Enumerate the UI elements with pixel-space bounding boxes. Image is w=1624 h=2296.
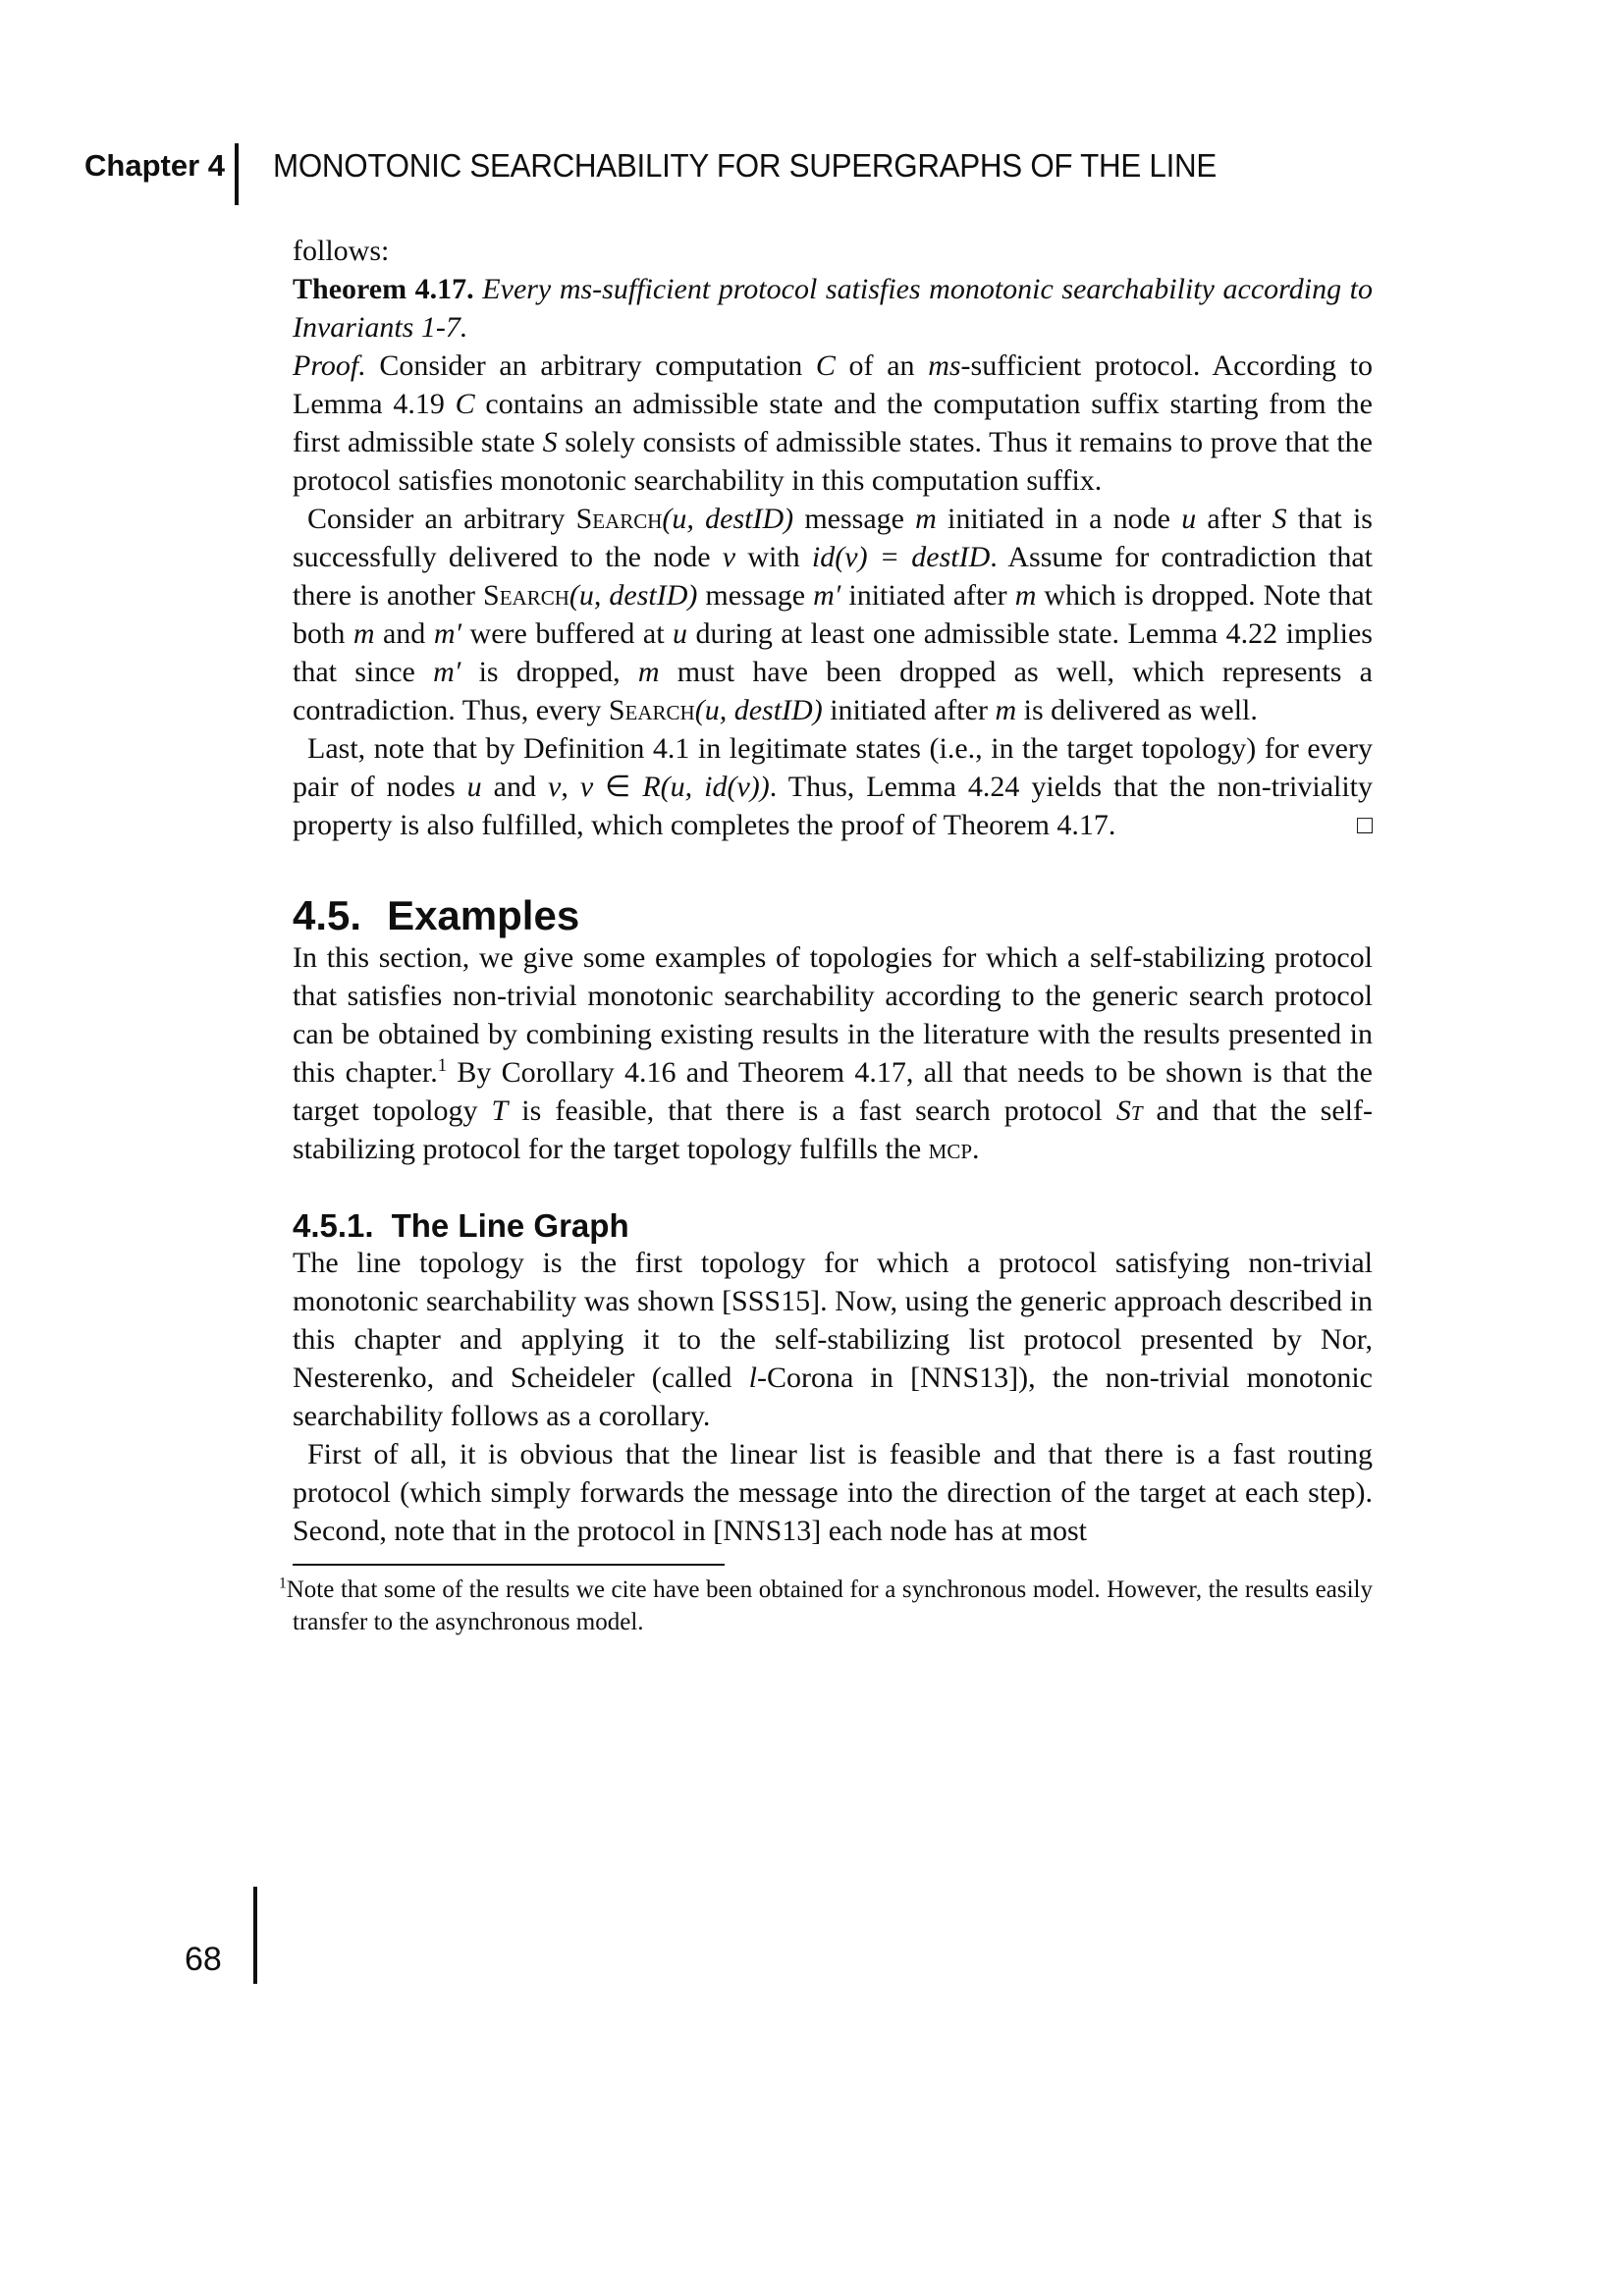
chapter-label: Chapter 4 [84,148,225,183]
line-graph-paragraph-2: First of all, it is obvious that the linear list is feasible and that there is a fast routing protocol (which simply forwards the message into the direction of the target at each step). Second, note that in the protocol in [NNS13] each node has at most [293,1438,1373,1547]
proof-paragraph-2: Consider an arbitrary Search(u, destID) message m initiated in a node u after S that is successfully delivered to the node v with id(v) = destID. Assume for contradiction that there is another Search(u, destID) message m′ initiated after m which is dropped. Note that both m and m′ were buffered at u during at least one admissible state. Lemma 4.22 implies that since m′ is dropped, m must have been dropped as well, which represents a contradiction. Thus, every Search(u, destID) initiated after m is delivered as well. [293,503,1373,726]
footnote-rule [293,1564,725,1566]
proof-paragraph-1: Proof. Consider an arbitrary computation C of an ms-sufficient protocol. According to Lemma 4.19 C contains an admissible state and the computation suffix starting from the first admissible state S solely consists of admissible states. Thus it remains to prove that the protocol satisfies monotonic searchability in this computation suffix. [293,349,1374,497]
proof-paragraph-3: Last, note that by Definition 4.1 in legitimate states (i.e., in the target topology) for every pair of nodes u and v, v ∈ R(u, id(v)). Thus, Lemma 4.24 yields that the non-triviality property is also fulfilled, which completes the proof of Theorem 4.17. □ [293,732,1374,841]
examples-paragraph: In this section, we give some examples of topologies for which a self-stabilizing protocol that satisfies non-trivial monotonic searchability according to the generic search protocol can be obtained by combining existing results in the literature with the results presented in this chapter.$^1$ By Corollary 4.16 and Theorem 4.17, all that needs to be shown is that the target topology T is feasible, that there is a fast search protocol ST and that the self-stabilizing protocol for the target topology fulfills the mcp. [293,941,1373,1165]
page-body [279,232,1374,1638]
theorem-4-17: Theorem 4.17. Every ms-sufficient protocol satisfies monotonic searchability according to Invariants 1-7. [293,273,1373,344]
subsection-number: 4.5.1. [293,1207,374,1244]
running-head-title: MONOTONIC SEARCHABILITY FOR SUPERGRAPHS OF THE LINE [273,147,1217,184]
section-heading-examples [293,893,1373,938]
footer-divider [253,1887,257,1984]
page-number: 68 [185,1941,222,1978]
section-title: Examples [387,892,580,938]
paragraph-lead-in: follows: [293,235,390,267]
section-number: 4.5. [293,892,362,938]
subsection-title: The Line Graph [391,1207,629,1244]
line-graph-paragraph-1: The line topology is the first topology for which a protocol satisfying non-trivial monotonic searchability was shown [SSS15]. Now, using the generic approach described in this chapter and applying it to the self-stabilizing list protocol presented by Nor, Nesterenko, and Scheideler (called l-Corona in [NNS13]), the non-trivial monotonic searchability follows as a corollary. [293,1247,1373,1432]
footnote-1 [279,1574,1373,1638]
footnote-text: Note that some of the results we cite have been obtained for a synchronous model. However, the results easily transfer to the asynchronous model. [286,1576,1373,1635]
footnote-marker: 1 [279,1575,287,1592]
header-divider [235,143,239,205]
subsection-heading-line-graph [293,1207,1373,1244]
